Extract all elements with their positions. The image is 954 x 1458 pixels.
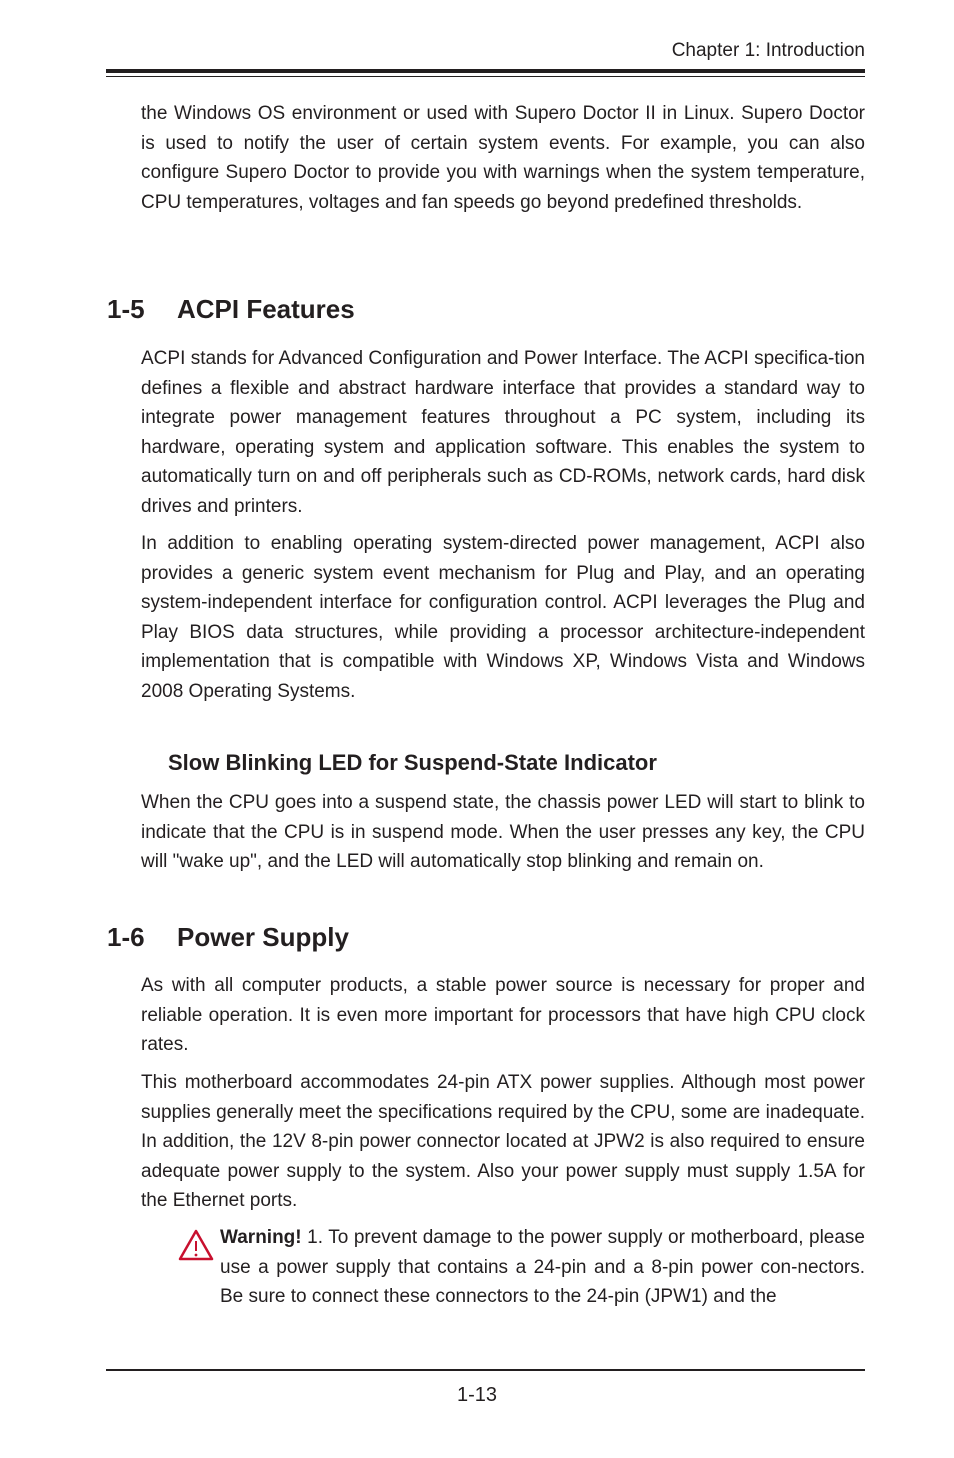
section-title: Power Supply bbox=[177, 922, 349, 952]
header-rule-thick bbox=[106, 69, 865, 73]
warning-label: Warning! bbox=[220, 1227, 302, 1248]
header-rule-thin bbox=[106, 76, 865, 77]
power-paragraph-1: As with all computer products, a stable power source is necessary for proper and reliable operation. It is even more important for processors that have high CPU clock rates. bbox=[141, 975, 865, 1055]
chapter-title: Chapter 1: Introduction bbox=[671, 40, 865, 61]
power-paragraph-2: This motherboard accommodates 24-pin ATX power supplies. Although most power supplies generally meet the specifications required by the CPU, some are inadequate. In addition, the 12V 8-pin power connector located at JPW2 is also required to ensure adequate power supply to the system. Also your power supply must supply 1.5A for the Ethernet ports. bbox=[141, 1072, 865, 1211]
acpi-paragraph-1: ACPI stands for Advanced Configuration and Power Interface. The ACPI specifica-tion defines a flexible and abstract hardware interface that provides a standard way to integrate power management features throughout a PC system, including its hardware, operating system and application software. This enables the system to automatically turn on and off peripherals such as CD-ROMs, network cards, hard disk drives and printers. bbox=[141, 348, 865, 517]
section-number: 1-6 bbox=[107, 922, 145, 952]
subsection-heading: Slow Blinking LED for Suspend-State Indicator bbox=[168, 750, 657, 775]
warning-body: 1. To prevent damage to the power supply or motherboard, please use a power supply that contains a 24-pin and a 8-pin power con-nectors. Be sure to connect these connectors to the 24-pin (JPW1) and the bbox=[220, 1227, 865, 1307]
section-heading-1-6 bbox=[107, 922, 349, 952]
section-number: 1-5 bbox=[107, 294, 145, 324]
section-heading-1-5 bbox=[107, 294, 355, 324]
warning-text bbox=[220, 1223, 865, 1312]
page-number: 1-13 bbox=[456, 1384, 498, 1406]
warning-triangle-icon bbox=[178, 1229, 214, 1261]
section-title: ACPI Features bbox=[177, 294, 355, 324]
acpi-paragraph-2: In addition to enabling operating system-directed power management, ACPI also provides a generic system event mechanism for Plug and Play, and an operating system-independent interface for configuration control. ACPI leverages the Plug and Play BIOS data structures, while providing a processor architecture-independent implementation that is compatible with Windows XP, Windows Vista and Windows 2008 Operating Systems. bbox=[141, 533, 865, 702]
footer-rule bbox=[106, 1369, 865, 1371]
led-paragraph: When the CPU goes into a suspend state, the chassis power LED will start to blink to indicate that the CPU is in suspend mode. When the user presses any key, the CPU will "wake up", and the LED will automatically stop blinking and remain on. bbox=[141, 792, 865, 872]
intro-paragraph: the Windows OS environment or used with Supero Doctor II in Linux. Supero Doctor is used to notify the user of certain system events. For example, you can also configure Supero Doctor to provide you with warnings when the system temperature, CPU temperatures, voltages and fan speeds go beyond predefined thresholds. bbox=[141, 103, 865, 213]
